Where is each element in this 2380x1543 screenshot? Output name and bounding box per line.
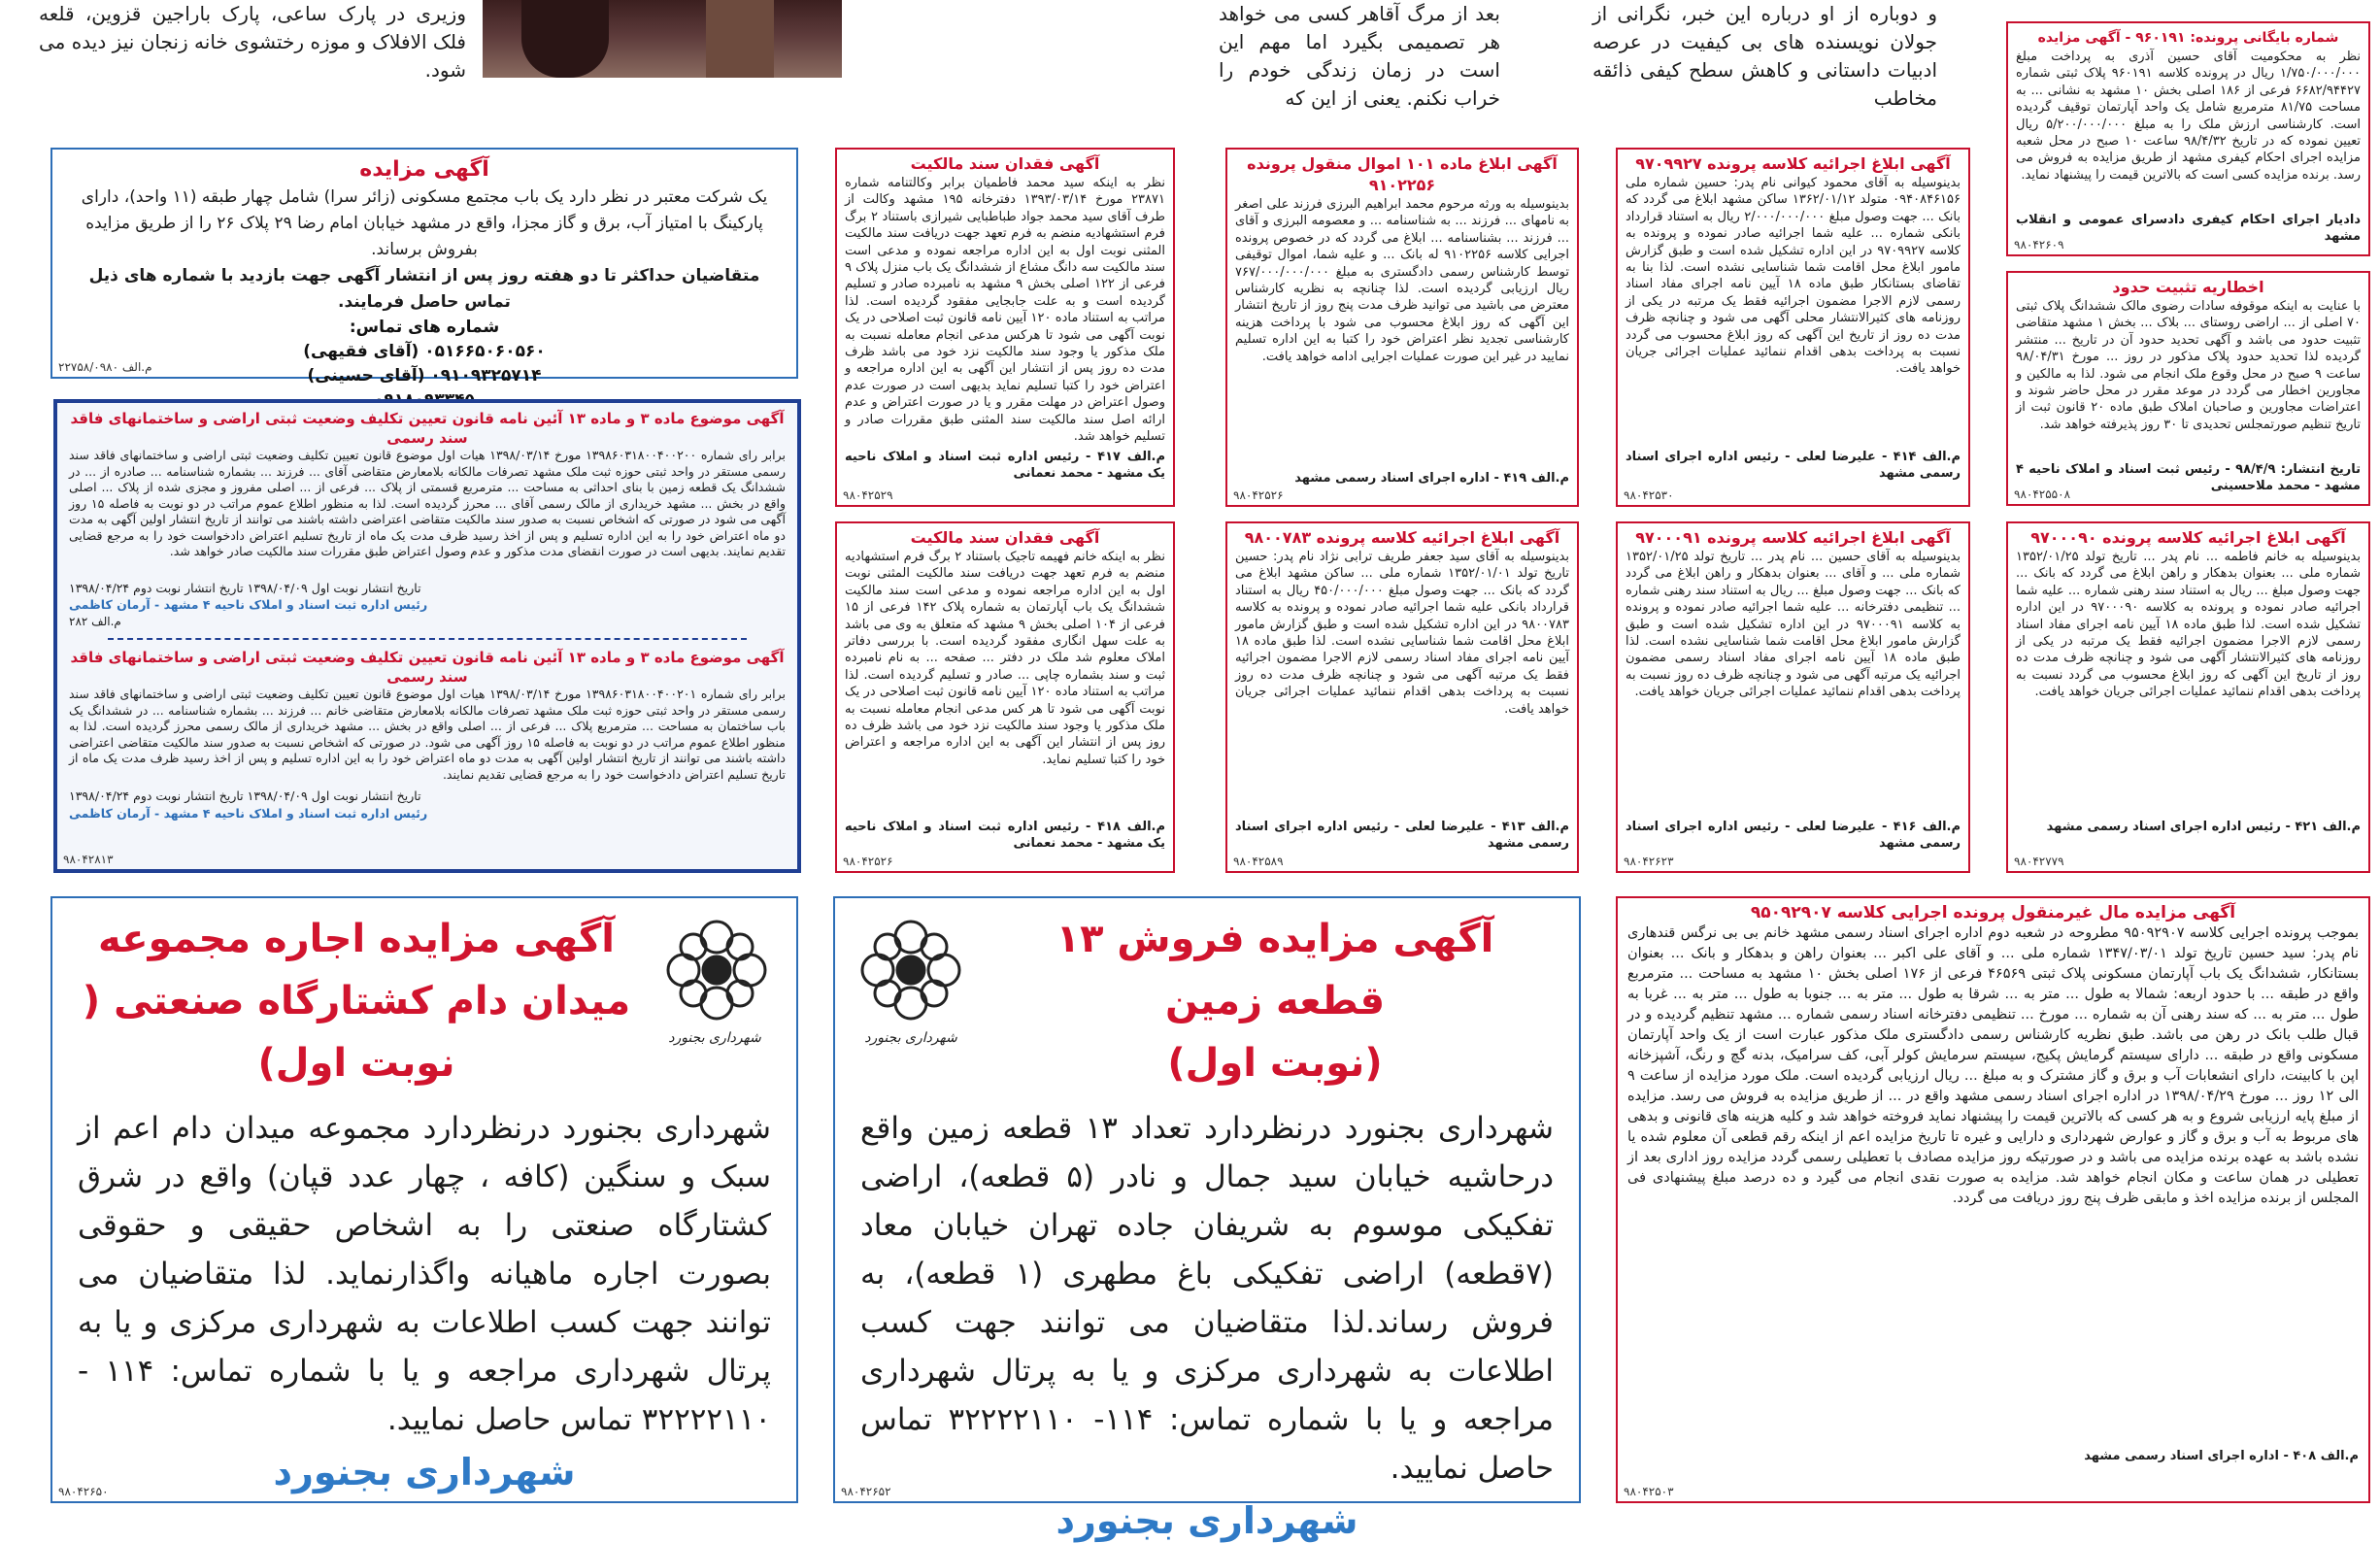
ad-mal-sign: م.الف ۴۰۸ - اداره اجرای اسناد رسمی مشهد bbox=[2084, 1449, 2359, 1463]
divider bbox=[108, 638, 747, 640]
ad-code: ۹۸۰۴۲۵۲۶ bbox=[1233, 488, 1284, 502]
ad-fehdan-1-body: نظر به اینکه سید محمد فاطمیان برابر وکالتنامه شماره ۲۳۸۷۱ مورخ ۱۳۹۳/۰۳/۱۴ دفترخانه ۱۹۵ مشهد وکالت از طرف آقای سید محمد جواد طباطبایی شیرازی باستناد ۲ برگ فرم استشهادیه منضم به فرم تعهد جهت دریافت سند مالکیت المثنی نوبت اول به این اداره مراجعه نموده و مدعی است سند مالکیت سه دانگ مشاع از ششدانگ یک باب منزل پلاک ۹ فرعی از ۱۲۲ اصلی بخش ۹ مشهد به نامبرده صادر و تسلیم گردیده است و به علت جابجایی مفقود گردیده است. لذا مراتب به استناد ماده ۱۲۰ آیین نامه قانون ثبت اصلاحی در یک نوبت آگهی می شود تا هرکس مدعی انجام معامله نسبت به ملک مذکور یا وجود سند مالکیت نزد خود می باشد ظرف مدت ده روز پس از انتشار این آگهی به این اداره مراجعه و اعتراض خود را کتبا تسلیم نماید بدیهی است در صورت عدم وصول اعتراض در مهلت مقرر و یا در صورت اعتراض و عدم ارائه اصل سند مالکیت سند المثنی طبق مقررات صادر و تسلیم خواهد شد. bbox=[845, 176, 1166, 445]
ad-code: ۹۸۰۴۲۶۰۹ bbox=[2014, 238, 2064, 252]
bojnurd-emblem-icon bbox=[853, 912, 969, 1028]
ad-code: ۹۸۰۴۲۵۳۰ bbox=[1624, 488, 1674, 502]
ad-madde3-body: برابر رای شماره ۱۳۹۸۶۰۳۱۸۰۰۴۰۰۲۰۰ مورخ ۱۳۹۸/۰۳/۱۴ هیات اول موضوع قانون تعیین تکلیف وضعیت ثبتی اراضی و ساختمانهای فاقد سند رسمی مستقر در واحد ثبتی حوزه ثبت ملک مشهد تصرفات مالکانه بلامعارض متقاضی آقای ... فرزند ... بشماره شناسنامه ... صادره از ... در ششدانگ یک قطعه زمین با بنای احداثی به مساحت ... مترمربع قسمتی از پلاک ... فرعی از ... اصلی مفروز و مجزی شده از پلاک ... اصلی واقع در بخش ... مشهد خریداری از مالک رسمی آقای ... محرز گردیده است. لذا به منظور اطلاع عموم مراتب در دو نوبت به فاصله ۱۵ روز آگهی می شود در صورتی که اشخاص نسبت به صدور سند مالکیت متقاضی اعتراضی داشته باشند می توانند از تاریخ انتشار اولین آگهی به مدت دو ماه اعتراض خود را به این اداره تسلیم و پس از اخذ رسید ظرف مدت یک ماه از تاریخ تسلیم اعتراض دادخواست خود را به مرجع قضایی تقدیم نمایند. بدیهی است در صورت انقضای مدت مذکور و عدم وصول اعتراض طبق مقررات سند مالکیت صادر خواهد شد. bbox=[69, 448, 786, 558]
ad-mozayede bbox=[50, 148, 798, 386]
ad-mozayede-body: یک شرکت معتبر در نظر دارد یک باب مجتمع مسکونی (زائر سرا) شامل چهار طبقه (۱۱ واحد)، دارای پارکینگ با امتیاز آب، برق و گاز مجزا، واقع در مشهد خیابان امام رضا ۲۹ پلاک ۲۶ را از طریق مزایده بفروش برساند. bbox=[81, 187, 768, 259]
ad-mal-body: بموجب پرونده اجرایی کلاسه ۹۵۰۹۲۹۰۷ مطروحه در شعبه دوم اداره اجرای اسناد رسمی مشهد خانم بی بی نرگس قندهاری نام پدر: سید حسین تاریخ تولد ۱۳۴۷/۰۳/۰۱ شماره ملی ... و آقای علی اکبر ... بعنوان راهن و بدهکار و بانک ... بعنوان بستانکار، ششدانگ یک باب آپارتمان مسکونی پلاک ثبتی ۴۶۵۶۹ فرعی از ۱۷۶ اصلی بخش ۱۰ مشهد به مساحت ... مترمربع واقع در طبقه ... با حدود اربعه: شمالا به طول ... متر به ... شرقا به طول ... متر به ... جنوبا به طول ... متر به ... غربا به طول ... متر به ... که سند رهنی آن به شماره ... مورخ ... تنظیمی دفترخانه اسناد رسمی شماره ... مشهد تنظیم گردیده و در قبال طلب بانک در رهن می باشد. طبق نظریه کارشناس رسمی دادگستری ملک مذکور عبارت است از یک واحد آپارتمان مسکونی واقع در طبقه ... دارای سیستم گرمایش پکیج، سیستم سرمایش کولر آبی، کف سرامیک، بدنه گچ و رنگ، آشپزخانه اپن با کابینت، دارای انشعابات آب و برق و گاز مشترک و به مبلغ ... ریال ارزیابی گردیده است. ملک مورد مزایده از ساعت ۹ الی ۱۲ روز ... مورخ ۱۳۹۸/۰۴/۲۹ در اداره اجرای اسناد رسمی مشهد واقع در ... از طریق مزایده به فروش می رسد. مزایده از مبلغ پایه ارزیابی شروع و به هر کسی که بالاترین قیمت را پیشنهاد نماید فروخته خواهد شد و کلیه هزینه های قانونی و بدهی های مربوط به آب و برق و گاز و عوارض شهرداری و دارایی و غیره تا تاریخ مزایده اعم از اینکه رقم قطعی آن معلوم شده یا نشده باشد به عهده برنده مزایده می باشد و در صورتیکه روز مزایده مصادف با تعطیلی رسمی گردد مزایده روز اداری بعد از تعطیلی در همان ساعت و مکان انجام خواهد شد. مزایده به صورت نقدی انجام می گیرد و ده درصد مبلغ پیشنهادی فی المجلس از برنده مزایده اخذ و مابقی ظرف پنج روز دریافت می گردد. bbox=[1627, 925, 2360, 1206]
ad-eblagh-9700091 bbox=[1616, 521, 1970, 873]
ad-mozayede-body2: متقاضیان حداکثر تا دو هفته روز پس از انتشار آگهی جهت بازدید با شماره های ذیل تماس حاصل فرمایند. bbox=[88, 266, 760, 312]
ad-mozayede-contact-label: شماره های تماس: bbox=[349, 318, 500, 337]
ad-eblagh-101 bbox=[1225, 148, 1579, 507]
top-photo bbox=[483, 0, 842, 78]
bojnurd-emblem-icon bbox=[658, 912, 775, 1028]
top-article-col1 bbox=[39, 0, 466, 87]
ad-mozayede-title: آگهی مزایده bbox=[359, 157, 489, 182]
ad-zamin-title: آگهی مزایده فروش ۱۳ قطعه زمین bbox=[1056, 917, 1494, 1023]
ad-eblagh-9700091-sign: م.الف ۴۱۶ - علیرضا لعلی - رئیس اداره اجرای اسناد رسمی مشهد bbox=[1626, 820, 1961, 852]
ad-ejare-title: آگهی مزایده اجاره مجموعه bbox=[98, 917, 615, 961]
ad-eblagh-9800783-sign: م.الف ۴۱۳ - علیرضا لعلی - رئیس اداره اجرای اسناد رسمی مشهد bbox=[1235, 820, 1570, 852]
ad-code: ۹۸۰۴۲۵۰۳ bbox=[1624, 1485, 1674, 1498]
ad-bayegani-body: نظر به محکومیت آقای حسین آذری به پرداخت مبلغ ۱/۷۵۰/۰۰۰/۰۰۰ ریال در پرونده کلاسه ۹۶۰۱۹۱ پلاک ثبتی شماره ۶۶۸۲/۹۴۴۲۷ فرعی از ۱۸۶ اصلی بخش ۱۰ مشهد به نشانی ... به مساحت ۸۱/۷۵ مترمربع شامل یک واحد آپارتمان توقیف گردیده است. کارشناسی ارزش ملک را به مبلغ ۵/۲۰۰/۰۰۰/۰۰۰ ریال تعیین نموده که در تاریخ ۹۸/۴/۳۲ ساعت ۱۰ صبح در محل شعبه مزایده اجرای احکام کیفری مشهد از طریق مزایده به فروش می رسد. برنده مزایده کسی است که بالاترین قیمت را پیشنهاد نماید. bbox=[2016, 50, 2362, 183]
ad-madde3-dates-2: تاریخ انتشار نوبت اول ۱۳۹۸/۰۴/۰۹ تاریخ انتشار نوبت دوم ۱۳۹۸/۰۴/۲۴ bbox=[69, 788, 421, 804]
ad-eblagh-9800783 bbox=[1225, 521, 1579, 873]
ad-madde3 bbox=[53, 399, 801, 873]
ad-ejare-body: شهرداری بجنورد درنظردارد مجموعه میدان دام اعم از سبک و سنگین (کافه ، چهار عدد قپان) واقع در شرق کشتارگاه صنعتی را به اشخاص حقیقی و حقوقی بصورت اجاره ماهیانه واگذارنماید. لذا متقاضیان می توانند جهت کسب اطلاعات به شهرداری مرکزی و یا به پرتال شهرداری مراجعه و یا با شماره تماس: ۱۱۴ - ۳۲۲۲۲۱۱۰ تماس حاصل نمایید. bbox=[78, 1111, 771, 1437]
top-article-col3-text: بعد از مرگ آقاهر کسی می خواهد هر تصمیمی بگیرد اما مهم این است در زمان زندگی خودم را خراب نکنم. یعنی از این که bbox=[1219, 2, 1500, 110]
ad-fehdan-1-title: آگهی فقدان سند مالکیت bbox=[910, 154, 1100, 173]
ad-code: م.الف ۲۲۷۵۸/۰۹۸۰ bbox=[58, 360, 152, 374]
ad-eblagh-9709927-body: بدینوسیله به آقای محمود کیوانی نام پدر: حسین شماره ملی ۰۹۴۰۸۴۶۱۵۶ متولد ۱۳۶۲/۰۱/۱۲ ساکن مشهد ابلاغ می گردد که بانک ... جهت وصول مبلغ ۲/۰۰۰/۰۰۰/۰۰۰ ریال به استناد قرارداد بانکی شماره ... علیه شما اجرائیه صادر نموده و پرونده به کلاسه ۹۷۰۹۹۲۷ در این اداره تشکیل شده است و طبق گزارش مامور ابلاغ محل اقامت شما شناسایی نشده است. لذا بنا به تقاضای بستانکار طبق ماده ۱۸ آیین نامه اجرای مفاد اسناد رسمی لازم الاجرا مضمون اجرائیه فقط یک مرتبه در یکی از روزنامه های کثیرالانتشار محلی آگهی می شود و چنانچه ظرف مدت ده روز از تاریخ این آگهی که روز ابلاغ محسوب می گردد نسبت به پرداخت بدهی اقدام ننمائید عملیات اجرائی جریان خواهد یافت. bbox=[1626, 176, 1961, 377]
top-article-col3 bbox=[1219, 0, 1500, 110]
ad-mal-gheir-manqul bbox=[1616, 896, 2370, 1503]
ad-fehdan-1 bbox=[835, 148, 1175, 507]
ad-zamin-body: شهرداری بجنورد درنظردارد تعداد ۱۳ قطعه زمین واقع درحاشیه خیابان سید جمال و نادر (۵ قطعه)، اراضی تفکیکی موسوم به شریفان جاده تهران خیابان معاد (۷قطعه) اراضی تفکیکی باغ مطهری (۱ قطعه)، به فروش رساند.لذا متقاضیان می توانند جهت کسب اطلاعات به شهرداری مرکزی و یا به پرتال شهرداری مراجعه و یا با شماره تماس: ۱۱۴- ۳۲۲۲۲۱۱۰ تماس حاصل نمایید. bbox=[860, 1111, 1554, 1486]
ad-eblagh-9709927-title: آگهی ابلاغ اجرائیه کلاسه پرونده ۹۷۰۹۹۲۷ bbox=[1635, 154, 1951, 173]
photo-figure-2 bbox=[706, 0, 774, 78]
ad-code: ۹۸۰۴۲۸۱۳ bbox=[63, 853, 114, 866]
ad-fehdan-2-sign: م.الف ۴۱۸ - رئیس اداره ثبت اسناد و املاک ناحیه یک مشهد - محمد نعمانی bbox=[845, 820, 1166, 852]
ad-madde3-dates: تاریخ انتشار نوبت اول ۱۳۹۸/۰۴/۰۹ تاریخ انتشار نوبت دوم ۱۳۹۸/۰۴/۲۴ bbox=[69, 581, 421, 595]
ad-zamin bbox=[833, 896, 1581, 1542]
ad-ejare-subtitle: میدان دام کشتارگاه صنعتی ( نوبت اول) bbox=[82, 979, 631, 1086]
ad-fehdan-2 bbox=[835, 521, 1175, 873]
ad-madde3-sign: رئیس اداره ثبت اسناد و املاک ناحیه ۴ مشهد - آرمان کاظمی bbox=[69, 597, 428, 613]
ad-mozayede-contact: ۰۹۱۰۹۳۲۵۷۱۴ (آقای حسینی) bbox=[307, 366, 542, 386]
bojnurd-logo-text: شهرداری بجنورد bbox=[864, 1030, 957, 1046]
ad-zamin-subtitle: (نوبت اول) bbox=[1167, 1041, 1383, 1086]
ad-code: ۹۸۰۴۲۶۵۰ bbox=[58, 1485, 109, 1498]
ad-eblagh-9800783-body: بدینوسیله به آقای سید جعفر طریف ترابی نژاد نام پدر: حسین تاریخ تولد ۱۳۵۲/۰۱/۰۱ شماره ملی ... ساکن مشهد ابلاغ می گردد که بانک ... جهت وصول مبلغ ۴۵۰/۰۰۰/۰۰۰ ریال به استناد قرارداد بانکی علیه شما اجرائیه صادر نموده و پرونده به کلاسه ۹۸۰۰۷۸۳ در این اداره تشکیل شده است و طبق گزارش مامور ابلاغ محل اقامت شما شناسایی نشده است. لذا طبق ماده ۱۸ آیین نامه اجرای مفاد اسناد رسمی لازم الاجرا مضمون اجرائیه فقط یک مرتبه آگهی می شود و چنانچه ظرف مدت ده روز نسبت به پرداخت بدهی اقدام ننمائید عملیات اجرائی جریان خواهد یافت. bbox=[1235, 550, 1570, 717]
ad-madde3-body-2: برابر رای شماره ۱۳۹۸۶۰۳۱۸۰۰۴۰۰۲۰۱ مورخ ۱۳۹۸/۰۳/۱۴ هیات اول موضوع قانون تعیین تکلیف وضعیت ثبتی اراضی و ساختمانهای فاقد سند رسمی مستقر در واحد ثبتی حوزه ثبت ملک مشهد تصرفات مالکانه بلامعارض متقاضی خانم ... فرزند ... بشماره شناسنامه ... در ششدانگ یک باب ساختمان به مساحت ... مترمربع پلاک ... فرعی از ... اصلی واقع در بخش ... مشهد خریداری از مالک رسمی محرز گردیده است. لذا به منظور اطلاع عموم مراتب در دو نوبت به فاصله ۱۵ روز آگهی می شود. در صورتی که اشخاص نسبت به صدور سند مالکیت متقاضی اعتراضی داشته باشند می توانند از تاریخ انتشار اولین آگهی به مدت دو ماه اعتراض خود را به این اداره تسلیم و پس از اخذ رسید ظرف مدت یک ماه از تاریخ تسلیم اعتراض دادخواست خود را به مرجع قضایی تقدیم نمایند. bbox=[69, 687, 786, 782]
ad-ekhtar-body: با عنایت به اینکه موقوفه سادات رضوی مالک ششدانگ پلاک ثبتی ۷۰ اصلی از ... اراضی روستای ... بلاک ... بخش ۱ مشهد متقاضی تثبیت حدود می باشد و آگهی تحدید حدود آن در تاریخ ... منتشر گردیده لذا تحدید حدود پلاک مذکور در روز ... مورخ ۹۸/۰۴/۳۱ ساعت ۹ صبح در محل وقوع ملک انجام می شود. لذا به مالکین و مجاورین اخطار می گردد در موعد مقرر در محل حاضر شوند و اعتراضات مجاورین و صاحبان املاک طبق ماده ۲۰ قانون ثبت از تاریخ تنظیم صورتمجلس تحدیدی تا ۳۰ روز پذیرفته خواهد شد. bbox=[2016, 299, 2361, 432]
ad-eblagh-101-sign: م.الف ۴۱۹ - اداره اجرای اسناد رسمی مشهد bbox=[1294, 471, 1569, 486]
ad-bayegani-title: شماره بایگانی پرونده: ۹۶۰۱۹۱ - آگهی مزایده bbox=[2037, 30, 2339, 46]
ad-madde3-title: آگهی موضوع ماده ۳ و ماده ۱۳ آئین نامه قانون تعیین تکلیف وضعیت ثبتی اراضی و ساختمانهای فاقد سند رسمی bbox=[70, 410, 785, 447]
ad-ekhtar-title: اخطاریه تثبیت حدود bbox=[2112, 278, 2264, 296]
ad-eblagh-9700091-title: آگهی ابلاغ اجرائیه کلاسه پرونده ۹۷۰۰۰۹۱ bbox=[1635, 528, 1951, 547]
ad-eblagh-101-title: آگهی ابلاغ ماده ۱۰۱ اموال منقول پرونده ۹۱۰۲۲۵۶ bbox=[1247, 154, 1558, 194]
top-article-col1-text: وزیری در پارک ساعی، پارک باراجین قزوین، قلعه فلک الافلاک و موزه رختشوی خانه زنجان نیز دیده می شود. bbox=[39, 2, 466, 82]
ad-eblagh-9709927 bbox=[1616, 148, 1970, 507]
ad-zamin-footer: شهرداری بجنورد bbox=[1056, 1499, 1358, 1542]
ad-code: ۹۸۰۴۲۶۵۲ bbox=[841, 1485, 891, 1498]
ad-madde3-code: م.الف ۲۸۲ bbox=[69, 614, 121, 628]
bojnurd-logo bbox=[658, 912, 775, 1028]
ad-mozayede-contact: ۰۵۱۶۶۵۰۶۰۵۶۰ (آقای فقیهی) bbox=[303, 342, 546, 361]
ad-eblagh-9709927-sign: م.الف ۴۱۴ - علیرضا لعلی - رئیس اداره اجرای اسناد رسمی مشهد bbox=[1626, 450, 1961, 482]
ad-eblagh-9700090-body: بدینوسیله به خانم فاطمه ... نام پدر ... تاریخ تولد ۱۳۵۲/۰۱/۲۵ شماره ملی ... بعنوان بدهکار و راهن ابلاغ می گردد که بانک ... جهت وصول مبلغ ... ریال به استناد سند رهنی شماره ... علیه شما اجرائیه صادر نموده و پرونده به کلاسه ۹۷۰۰۰۹۰ در این اداره تشکیل شده است. لذا طبق ماده ۱۸ آیین نامه اجرای مفاد اسناد رسمی لازم الاجرا مضمون اجرائیه فقط یک مرتبه در یکی از روزنامه های کثیرالانتشار آگهی می شود و چنانچه ظرف مدت ده روز از تاریخ این آگهی که روز ابلاغ محسوب می گردد نسبت به پرداخت بدهی اقدام ننمائید عملیات اجرائی جریان خواهد یافت. bbox=[2016, 550, 2361, 700]
ad-ejare-footer: شهرداری بجنورد bbox=[273, 1451, 576, 1493]
ad-code: ۹۸۰۴۲۵۵۰۸ bbox=[2014, 487, 2071, 501]
ad-bayegani bbox=[2006, 21, 2370, 256]
ad-eblagh-9700091-body: بدینوسیله به آقای حسین ... نام پدر ... تاریخ تولد ۱۳۵۲/۰۱/۲۵ شماره ملی ... و آقای ... بعنوان بدهکار و راهن ابلاغ می گردد که بانک ... جهت وصول مبلغ ... ریال به استناد سند رهنی شماره ... تنظیمی دفترخانه ... علیه شما اجرائیه صادر نموده و پرونده به کلاسه ۹۷۰۰۰۹۱ در این اداره تشکیل شده است و طبق گزارش مامور ابلاغ محل اقامت شما شناسایی نشده است. لذا طبق ماده ۱۸ آیین نامه اجرای مفاد اسناد رسمی مضمون اجرائیه یک مرتبه آگهی می شود و چنانچه ظرف ده روز نسبت به پرداخت بدهی اقدام ننمائید عملیات اجرائی جریان خواهد یافت. bbox=[1626, 550, 1961, 700]
ad-code: ۹۸۰۴۲۵۲۹ bbox=[843, 488, 893, 502]
ad-eblagh-9700090-sign: م.الف ۴۲۱ - رئیس اداره اجرای اسناد رسمی مشهد bbox=[2046, 820, 2361, 834]
ad-bayegani-sign: دادیار اجرای احکام کیفری دادسرای عمومی و انقلاب مشهد bbox=[2016, 213, 2361, 245]
ad-eblagh-9700090 bbox=[2006, 521, 2370, 873]
ad-ejare-kolah bbox=[50, 896, 798, 1503]
ad-ekhtar-sign: تاریخ انتشار: ۹۸/۴/۹ - رئیس ثبت اسناد و املاک ناحیه ۴ مشهد - محمد ملاحسینی bbox=[2016, 462, 2361, 494]
ad-code: ۹۸۰۴۲۵۸۹ bbox=[1233, 855, 1284, 868]
ad-fehdan-1-sign: م.الف ۴۱۷ - رئیس اداره ثبت اسناد و املاک ناحیه یک مشهد - محمد نعمانی bbox=[845, 450, 1166, 482]
photo-figure bbox=[521, 0, 609, 78]
ad-eblagh-9800783-title: آگهی ابلاغ اجرائیه کلاسه پرونده ۹۸۰۰۷۸۳ bbox=[1244, 528, 1560, 547]
ad-madde3-title-2: آگهی موضوع ماده ۳ و ماده ۱۳ آئین نامه قانون تعیین تکلیف وضعیت ثبتی اراضی و ساختمانهای فاقد سند رسمی bbox=[70, 649, 785, 687]
ad-mal-title: آگهی مزایده مال غیرمنقول پرونده اجرایی کلاسه ۹۵۰۹۲۹۰۷ bbox=[1750, 903, 2236, 922]
ad-madde3-sign-2: رئیس اداره ثبت اسناد و املاک ناحیه ۴ مشهد - آرمان کاظمی bbox=[69, 805, 428, 821]
top-article-col4 bbox=[1592, 0, 1937, 110]
ad-code: ۹۸۰۴۲۵۲۶ bbox=[843, 855, 893, 868]
ad-ekhtar bbox=[2006, 271, 2370, 506]
ad-fehdan-2-body: نظر به اینکه خانم فهیمه تاجیک باستناد ۲ برگ فرم استشهادیه منضم به فرم تعهد جهت دریافت سند مالکیت المثنی نوبت اول به این اداره مراجعه نموده و مدعی است سند مالکیت ششدانگ یک باب آپارتمان به شماره پلاک ۱۴۲ فرعی از ۱۵ فرعی از ۱۰۴ اصلی بخش ۹ مشهد که متعلق به وی می باشد به علت سهل انگاری مفقود گردیده است. با بررسی دفاتر املاک معلوم شد ملک در دفتر ... صفحه ... به نام نامبرده ثبت و سند بشماره چاپی ... صادر و تسلیم گردیده است. لذا مراتب به استناد ماده ۱۲۰ آیین نامه قانون ثبت اصلاحی در یک نوبت آگهی می شود تا هر کس مدعی انجام معامله نسبت به ملک مذکور یا وجود سند مالکیت نزد خود می باشد ظرف ده روز پس از انتشار این آگهی به این اداره مراجعه و اعتراض خود را کتبا تسلیم نماید. bbox=[845, 550, 1166, 767]
bojnurd-logo bbox=[853, 912, 969, 1028]
ad-eblagh-9700090-title: آگهی ابلاغ اجرائیه کلاسه پرونده ۹۷۰۰۰۹۰ bbox=[2030, 528, 2346, 547]
ad-code: ۹۸۰۴۲۶۲۳ bbox=[1624, 855, 1674, 868]
top-article-col4-text: و دوباره از او درباره این خبر، نگرانی از جولان نویسنده های بی کیفیت در عرصه ادبیات داستانی و کاهش سطح کیفی ذائقه مخاطب bbox=[1592, 2, 1937, 110]
ad-eblagh-101-body: بدینوسیله به ورثه مرحوم محمد ابراهیم البرزی فرزند علی اصغر به نامهای ... فرزند ... به شناسنامه ... و معصومه البرزی و آقای ... فرزند ... بشناسنامه ... ابلاغ می گردد که در خصوص پرونده اجرایی کلاسه ۹۱۰۲۲۵۶ له بانک ... و علیه شما، اموال توقیفی توسط کارشناس رسمی دادگستری به مبلغ ۷۶۷/۰۰۰/۰۰۰/۰۰۰ ریال ارزیابی گردیده است. لذا چنانچه به نظریه کارشناس معترض می باشید می توانید ظرف مدت پنج روز از تاریخ انتشار این آگهی که روز ابلاغ محسوب می شود با پرداخت هزینه کارشناسی تجدید نظر اعتراض خود را کتبا به این اداره تسلیم نمایید در غیر این صورت عملیات اجرایی ادامه خواهد یافت. bbox=[1235, 197, 1569, 364]
ad-fehdan-2-title: آگهی فقدان سند مالکیت bbox=[910, 528, 1100, 547]
bojnurd-logo-text: شهرداری بجنورد bbox=[668, 1030, 761, 1046]
ad-code: ۹۸۰۴۲۷۷۹ bbox=[2014, 855, 2064, 868]
